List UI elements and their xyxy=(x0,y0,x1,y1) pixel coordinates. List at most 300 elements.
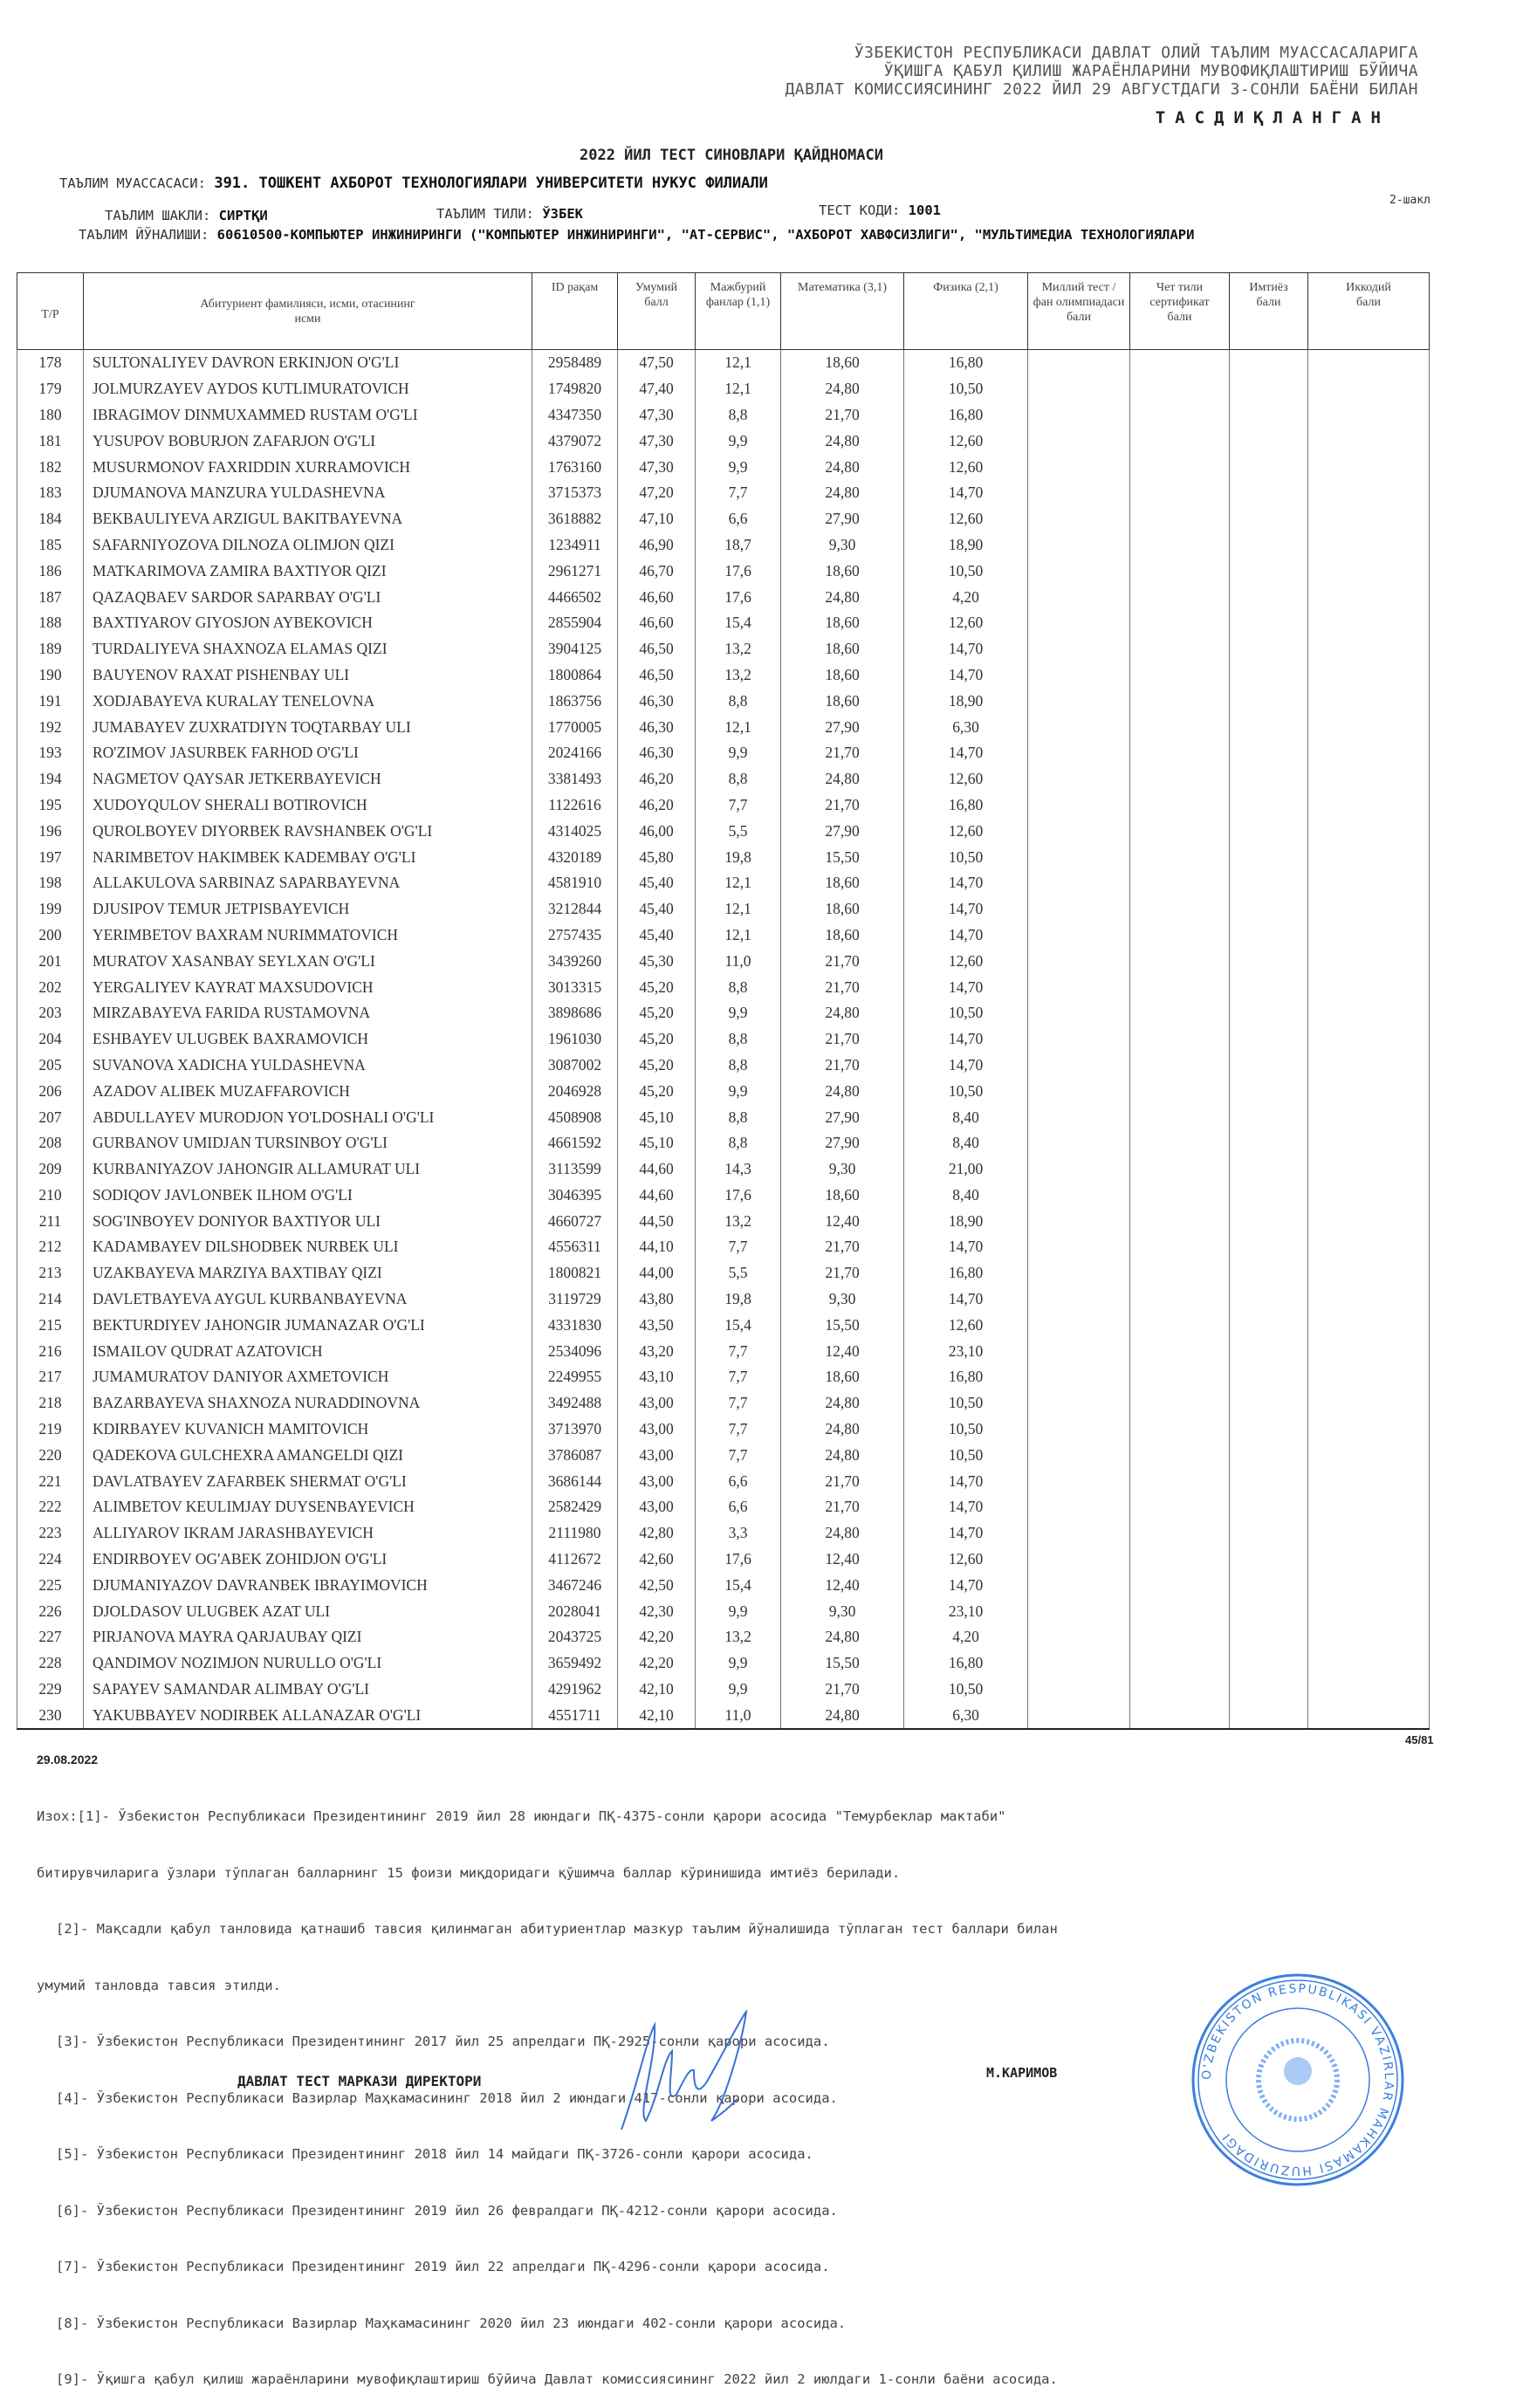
math-score: 24,80 xyxy=(781,1417,904,1443)
applicant-name: SUVANOVA XADICHA YULDASHEVNA xyxy=(84,1053,532,1079)
row-number: 227 xyxy=(17,1624,84,1650)
privilege-score xyxy=(1230,766,1308,792)
applicant-id: 3659492 xyxy=(532,1650,618,1677)
language-cert-score xyxy=(1130,584,1230,610)
language-cert-score xyxy=(1130,428,1230,454)
row-number: 187 xyxy=(17,584,84,610)
physics-score: 8,40 xyxy=(904,1104,1028,1130)
applicant-name: YERGALIYEV KAYRAT MAXSUDOVICH xyxy=(84,974,532,1000)
final-score xyxy=(1308,1417,1430,1443)
table-row xyxy=(17,1494,1430,1520)
row-number: 192 xyxy=(17,714,84,740)
applicant-name: BAUYENOV RAXAT PISHENBAY ULI xyxy=(84,662,532,689)
col-header-number: Т/Р xyxy=(17,273,84,350)
final-score xyxy=(1308,1183,1430,1209)
national-test-score xyxy=(1028,1468,1130,1494)
note-line: [3]- Ўзбекистон Республикаси Президентининг 2017 йил 25 апрелдаги ПҚ-2925-сонли қарори асосида. xyxy=(56,2034,830,2049)
mandatory-score: 19,8 xyxy=(696,844,781,870)
language-cert-score xyxy=(1130,948,1230,974)
national-test-score xyxy=(1028,1417,1130,1443)
math-score: 21,70 xyxy=(781,1677,904,1703)
national-test-score xyxy=(1028,923,1130,949)
total-score: 45,20 xyxy=(618,1026,696,1053)
final-score xyxy=(1308,688,1430,714)
table-row xyxy=(17,1547,1430,1573)
mandatory-score: 12,1 xyxy=(696,350,781,376)
row-number: 220 xyxy=(17,1442,84,1468)
language-cert-score xyxy=(1130,1053,1230,1079)
language-line xyxy=(436,206,583,222)
privilege-score xyxy=(1230,1624,1308,1650)
applicant-id: 4551711 xyxy=(532,1702,618,1729)
math-score: 18,60 xyxy=(781,636,904,662)
mandatory-score: 8,8 xyxy=(696,402,781,429)
row-number: 228 xyxy=(17,1650,84,1677)
privilege-score xyxy=(1230,1156,1308,1183)
table-row xyxy=(17,428,1430,454)
note-line: Изох:[1]- Ўзбекистон Республикаси Президентининг 2019 йил 28 июндаги ПҚ-4375-сонли қарори асосида "Темурбеклар мактаби" xyxy=(37,1808,1006,1824)
physics-score: 10,50 xyxy=(904,376,1028,402)
physics-score: 14,70 xyxy=(904,1234,1028,1260)
table-row xyxy=(17,714,1430,740)
total-score: 44,60 xyxy=(618,1156,696,1183)
total-score: 46,90 xyxy=(618,532,696,559)
national-test-score xyxy=(1028,766,1130,792)
applicant-id: 1800864 xyxy=(532,662,618,689)
language-cert-score xyxy=(1130,1598,1230,1624)
mandatory-score: 8,8 xyxy=(696,1026,781,1053)
physics-score: 6,30 xyxy=(904,714,1028,740)
privilege-score xyxy=(1230,662,1308,689)
national-test-score xyxy=(1028,740,1130,766)
language-cert-score xyxy=(1130,740,1230,766)
mandatory-score: 7,7 xyxy=(696,480,781,506)
row-number: 216 xyxy=(17,1338,84,1364)
privilege-score xyxy=(1230,1650,1308,1677)
row-number: 209 xyxy=(17,1156,84,1183)
applicant-id: 3439260 xyxy=(532,948,618,974)
language-cert-score xyxy=(1130,1677,1230,1703)
final-score xyxy=(1308,662,1430,689)
national-test-score xyxy=(1028,506,1130,532)
language-value: ЎЗБЕК xyxy=(542,206,583,222)
row-number: 223 xyxy=(17,1520,84,1547)
total-score: 44,50 xyxy=(618,1208,696,1234)
mandatory-score: 7,7 xyxy=(696,1338,781,1364)
total-score: 47,10 xyxy=(618,506,696,532)
total-score: 45,40 xyxy=(618,870,696,896)
math-score: 27,90 xyxy=(781,714,904,740)
row-number: 226 xyxy=(17,1598,84,1624)
applicant-id: 2855904 xyxy=(532,610,618,636)
table-row xyxy=(17,1364,1430,1390)
table-row xyxy=(17,610,1430,636)
national-test-score xyxy=(1028,844,1130,870)
language-cert-score xyxy=(1130,870,1230,896)
language-cert-score xyxy=(1130,792,1230,819)
applicant-name: BEKBAULIYEVA ARZIGUL BAKITBAYEVNA xyxy=(84,506,532,532)
language-cert-score xyxy=(1130,1364,1230,1390)
physics-score: 4,20 xyxy=(904,1624,1028,1650)
physics-score: 23,10 xyxy=(904,1598,1028,1624)
language-cert-score xyxy=(1130,1468,1230,1494)
table-row xyxy=(17,1338,1430,1364)
final-score xyxy=(1308,1364,1430,1390)
physics-score: 18,90 xyxy=(904,1208,1028,1234)
national-test-score xyxy=(1028,1183,1130,1209)
privilege-score xyxy=(1230,532,1308,559)
approval-line: ЎҚИШГА ҚАБУЛ ҚИЛИШ ЖАРАЁНЛАРИНИ МУВОФИҚЛАШТИРИШ БЎЙИЧА xyxy=(883,62,1418,80)
total-score: 47,40 xyxy=(618,376,696,402)
math-score: 24,80 xyxy=(781,1390,904,1417)
row-number: 217 xyxy=(17,1364,84,1390)
test-code-value: 1001 xyxy=(908,202,941,218)
physics-score: 14,70 xyxy=(904,636,1028,662)
mandatory-score: 13,2 xyxy=(696,1208,781,1234)
final-score xyxy=(1308,1624,1430,1650)
mandatory-score: 15,4 xyxy=(696,1572,781,1598)
national-test-score xyxy=(1028,792,1130,819)
table-row xyxy=(17,350,1430,376)
math-score: 24,80 xyxy=(781,1442,904,1468)
math-score: 12,40 xyxy=(781,1338,904,1364)
math-score: 15,50 xyxy=(781,1650,904,1677)
col-header-final: Иккодий бали xyxy=(1308,273,1430,350)
national-test-score xyxy=(1028,1494,1130,1520)
language-cert-score xyxy=(1130,688,1230,714)
table-row xyxy=(17,1183,1430,1209)
final-score xyxy=(1308,1650,1430,1677)
privilege-score xyxy=(1230,948,1308,974)
national-test-score xyxy=(1028,1078,1130,1104)
table-header-row xyxy=(17,273,1430,350)
final-score xyxy=(1308,1520,1430,1547)
physics-score: 14,70 xyxy=(904,923,1028,949)
applicant-id: 3119729 xyxy=(532,1286,618,1313)
approval-line: ЎЗБЕКИСТОН РЕСПУБЛИКАСИ ДАВЛАТ ОЛИЙ ТАЪЛИМ МУАССАСАЛАРИГА xyxy=(854,44,1418,62)
applicant-name: JUMABAYEV ZUXRATDIYN TOQTARBAY ULI xyxy=(84,714,532,740)
national-test-score xyxy=(1028,428,1130,454)
results-table xyxy=(17,272,1430,1730)
physics-score: 14,70 xyxy=(904,1520,1028,1547)
applicant-id: 3113599 xyxy=(532,1156,618,1183)
privilege-score xyxy=(1230,1677,1308,1703)
physics-score: 16,80 xyxy=(904,1364,1028,1390)
note-line: битирувчиларига ўзлари тўплаган балларнинг 15 фоизи миқдоридаги қўшимча баллар кўринишида имтиёз берилади. xyxy=(37,1864,901,1881)
language-cert-score xyxy=(1130,636,1230,662)
applicant-id: 2961271 xyxy=(532,558,618,584)
applicant-name: NAGMETOV QAYSAR JETKERBAYEVICH xyxy=(84,766,532,792)
row-number: 218 xyxy=(17,1390,84,1417)
privilege-score xyxy=(1230,1520,1308,1547)
final-score xyxy=(1308,1078,1430,1104)
total-score: 46,00 xyxy=(618,818,696,844)
applicant-name: RO'ZIMOV JASURBEK FARHOD O'G'LI xyxy=(84,740,532,766)
physics-score: 23,10 xyxy=(904,1338,1028,1364)
math-score: 21,70 xyxy=(781,974,904,1000)
final-score xyxy=(1308,1026,1430,1053)
applicant-name: QUROLBOYEV DIYORBEK RAVSHANBEK O'G'LI xyxy=(84,818,532,844)
applicant-id: 4331830 xyxy=(532,1312,618,1338)
final-score xyxy=(1308,1572,1430,1598)
applicant-id: 4660727 xyxy=(532,1208,618,1234)
row-number: 188 xyxy=(17,610,84,636)
math-score: 12,40 xyxy=(781,1572,904,1598)
table-row xyxy=(17,1026,1430,1053)
language-cert-score xyxy=(1130,1547,1230,1573)
mandatory-score: 11,0 xyxy=(696,1702,781,1729)
final-score xyxy=(1308,896,1430,923)
mandatory-score: 12,1 xyxy=(696,714,781,740)
privilege-score xyxy=(1230,818,1308,844)
applicant-name: TURDALIYEVA SHAXNOZA ELAMAS QIZI xyxy=(84,636,532,662)
language-cert-score xyxy=(1130,558,1230,584)
mandatory-score: 8,8 xyxy=(696,688,781,714)
privilege-score xyxy=(1230,1234,1308,1260)
svg-text:O'ZBEKISTON RESPUBLIKASI VAZIR: O'ZBEKISTON RESPUBLIKASI VAZIRLAR MAHKAMASI HUZURIDAGI xyxy=(1199,1981,1396,2178)
total-score: 46,60 xyxy=(618,610,696,636)
mandatory-score: 9,9 xyxy=(696,1078,781,1104)
mandatory-score: 9,9 xyxy=(696,1000,781,1026)
applicant-name: DAVLETBAYEVA AYGUL KURBANBAYEVNA xyxy=(84,1286,532,1313)
language-cert-score xyxy=(1130,896,1230,923)
privilege-score xyxy=(1230,454,1308,480)
table-row xyxy=(17,870,1430,896)
language-cert-score xyxy=(1130,1000,1230,1026)
national-test-score xyxy=(1028,454,1130,480)
mandatory-score: 9,9 xyxy=(696,428,781,454)
applicant-id: 3898686 xyxy=(532,1000,618,1026)
applicant-name: ISMAILOV QUDRAT AZATOVICH xyxy=(84,1338,532,1364)
applicant-id: 2534096 xyxy=(532,1338,618,1364)
row-number: 219 xyxy=(17,1417,84,1443)
mandatory-score: 19,8 xyxy=(696,1286,781,1313)
table-row xyxy=(17,636,1430,662)
physics-score: 10,50 xyxy=(904,1417,1028,1443)
final-score xyxy=(1308,1702,1430,1729)
final-score xyxy=(1308,1156,1430,1183)
total-score: 46,70 xyxy=(618,558,696,584)
applicant-name: DJOLDASOV ULUGBEK AZAT ULI xyxy=(84,1598,532,1624)
language-cert-score xyxy=(1130,480,1230,506)
applicant-id: 2028041 xyxy=(532,1598,618,1624)
applicant-id: 1770005 xyxy=(532,714,618,740)
applicant-id: 2757435 xyxy=(532,923,618,949)
math-score: 21,70 xyxy=(781,740,904,766)
total-score: 47,30 xyxy=(618,428,696,454)
language-cert-score xyxy=(1130,1286,1230,1313)
physics-score: 8,40 xyxy=(904,1130,1028,1156)
mandatory-score: 6,6 xyxy=(696,1494,781,1520)
privilege-score xyxy=(1230,1338,1308,1364)
physics-score: 14,70 xyxy=(904,480,1028,506)
final-score xyxy=(1308,428,1430,454)
total-score: 44,00 xyxy=(618,1260,696,1286)
applicant-id: 2043725 xyxy=(532,1624,618,1650)
row-number: 213 xyxy=(17,1260,84,1286)
applicant-name: KURBANIYAZOV JAHONGIR ALLAMURAT ULI xyxy=(84,1156,532,1183)
language-cert-score xyxy=(1130,1183,1230,1209)
applicant-id: 3715373 xyxy=(532,480,618,506)
applicant-id: 4320189 xyxy=(532,844,618,870)
final-score xyxy=(1308,584,1430,610)
approved-label: ТАСДИҚЛАНГАН xyxy=(1155,108,1390,127)
mandatory-score: 8,8 xyxy=(696,974,781,1000)
applicant-id: 4508908 xyxy=(532,1104,618,1130)
row-number: 225 xyxy=(17,1572,84,1598)
note-line: [4]- Ўзбекистон Республикаси Вазирлар Маҳкамасининг 2018 йил 2 июндаги 417-сонли қарори асосида. xyxy=(56,2089,838,2106)
language-cert-score xyxy=(1130,610,1230,636)
math-score: 27,90 xyxy=(781,1130,904,1156)
col-header-name: Абитуриент фамилияси, исми, отасининг исми xyxy=(84,273,532,350)
total-score: 44,10 xyxy=(618,1234,696,1260)
institution-value: 391. ТОШКЕНТ АХБОРОТ ТЕХНОЛОГИЯЛАРИ УНИВЕРСИТЕТИ НУКУС ФИЛИАЛИ xyxy=(214,175,768,192)
national-test-score xyxy=(1028,714,1130,740)
mandatory-score: 14,3 xyxy=(696,1156,781,1183)
applicant-name: DJUSIPOV TEMUR JETPISBAYEVICH xyxy=(84,896,532,923)
privilege-score xyxy=(1230,896,1308,923)
national-test-score xyxy=(1028,402,1130,429)
table-row xyxy=(17,974,1430,1000)
final-score xyxy=(1308,1677,1430,1703)
privilege-score xyxy=(1230,1053,1308,1079)
applicant-name: SAFARNIYOZOVA DILNOZA OLIMJON QIZI xyxy=(84,532,532,559)
math-score: 12,40 xyxy=(781,1208,904,1234)
table-row xyxy=(17,1234,1430,1260)
row-number: 211 xyxy=(17,1208,84,1234)
math-score: 27,90 xyxy=(781,818,904,844)
total-score: 42,60 xyxy=(618,1547,696,1573)
national-test-score xyxy=(1028,1547,1130,1573)
final-score xyxy=(1308,1260,1430,1286)
document-date: 29.08.2022 xyxy=(37,1753,99,1767)
language-cert-score xyxy=(1130,818,1230,844)
final-score xyxy=(1308,1442,1430,1468)
math-score: 9,30 xyxy=(781,1156,904,1183)
mandatory-score: 9,9 xyxy=(696,740,781,766)
mandatory-score: 6,6 xyxy=(696,1468,781,1494)
mandatory-score: 7,7 xyxy=(696,792,781,819)
table-row xyxy=(17,376,1430,402)
national-test-score xyxy=(1028,1598,1130,1624)
applicant-name: XUDOYQULOV SHERALI BOTIROVICH xyxy=(84,792,532,819)
mandatory-score: 12,1 xyxy=(696,896,781,923)
col-header-mandatory: Мажбурий фанлар (1,1) xyxy=(696,273,781,350)
table-body xyxy=(17,350,1430,1730)
row-number: 186 xyxy=(17,558,84,584)
applicant-id: 1749820 xyxy=(532,376,618,402)
privilege-score xyxy=(1230,1130,1308,1156)
language-cert-score xyxy=(1130,532,1230,559)
math-score: 18,60 xyxy=(781,923,904,949)
national-test-score xyxy=(1028,1338,1130,1364)
row-number: 224 xyxy=(17,1547,84,1573)
row-number: 184 xyxy=(17,506,84,532)
national-test-score xyxy=(1028,974,1130,1000)
total-score: 42,20 xyxy=(618,1624,696,1650)
privilege-score xyxy=(1230,1000,1308,1026)
physics-score: 14,70 xyxy=(904,662,1028,689)
row-number: 208 xyxy=(17,1130,84,1156)
row-number: 195 xyxy=(17,792,84,819)
mandatory-score: 8,8 xyxy=(696,1130,781,1156)
national-test-score xyxy=(1028,1104,1130,1130)
final-score xyxy=(1308,376,1430,402)
total-score: 46,60 xyxy=(618,584,696,610)
total-score: 43,00 xyxy=(618,1390,696,1417)
applicant-id: 1863756 xyxy=(532,688,618,714)
row-number: 179 xyxy=(17,376,84,402)
total-score: 47,30 xyxy=(618,454,696,480)
total-score: 46,20 xyxy=(618,792,696,819)
final-score xyxy=(1308,350,1430,376)
national-test-score xyxy=(1028,1130,1130,1156)
mandatory-score: 13,2 xyxy=(696,1624,781,1650)
physics-score: 10,50 xyxy=(904,844,1028,870)
table-row xyxy=(17,923,1430,949)
language-cert-score xyxy=(1130,1494,1230,1520)
privilege-score xyxy=(1230,923,1308,949)
language-label: ТАЪЛИМ ТИЛИ: xyxy=(436,206,534,222)
physics-score: 12,60 xyxy=(904,454,1028,480)
total-score: 45,20 xyxy=(618,1053,696,1079)
applicant-id: 4112672 xyxy=(532,1547,618,1573)
national-test-score xyxy=(1028,584,1130,610)
final-score xyxy=(1308,1234,1430,1260)
total-score: 43,00 xyxy=(618,1494,696,1520)
physics-score: 14,70 xyxy=(904,740,1028,766)
privilege-score xyxy=(1230,1078,1308,1104)
mandatory-score: 7,7 xyxy=(696,1364,781,1390)
physics-score: 12,60 xyxy=(904,766,1028,792)
final-score xyxy=(1308,948,1430,974)
applicant-name: YUSUPOV BOBURJON ZAFARJON O'G'LI xyxy=(84,428,532,454)
physics-score: 4,20 xyxy=(904,584,1028,610)
applicant-name: YAKUBBAYEV NODIRBEK ALLANAZAR O'G'LI xyxy=(84,1702,532,1729)
privilege-score xyxy=(1230,428,1308,454)
final-score xyxy=(1308,1000,1430,1026)
privilege-score xyxy=(1230,1104,1308,1130)
note-line: [7]- Ўзбекистон Республикаси Президентининг 2019 йил 22 апрелдаги ПҚ-4296-сонли қарори асосида. xyxy=(56,2259,830,2274)
language-cert-score xyxy=(1130,402,1230,429)
national-test-score xyxy=(1028,1026,1130,1053)
mandatory-score: 11,0 xyxy=(696,948,781,974)
applicant-name: QAZAQBAEV SARDOR SAPARBAY O'G'LI xyxy=(84,584,532,610)
applicant-name: UZAKBAYEVA MARZIYA BAXTIBAY QIZI xyxy=(84,1260,532,1286)
director-title: ДАВЛАТ ТЕСТ МАРКАЗИ ДИРЕКТОРИ xyxy=(237,2073,482,2089)
applicant-id: 1234911 xyxy=(532,532,618,559)
applicant-id: 2024166 xyxy=(532,740,618,766)
language-cert-score xyxy=(1130,376,1230,402)
physics-score: 10,50 xyxy=(904,1442,1028,1468)
language-cert-score xyxy=(1130,1260,1230,1286)
col-header-total: Умумий балл xyxy=(618,273,696,350)
table-row xyxy=(17,740,1430,766)
final-score xyxy=(1308,1053,1430,1079)
physics-score: 12,60 xyxy=(904,1312,1028,1338)
applicant-id: 3013315 xyxy=(532,974,618,1000)
mandatory-score: 13,2 xyxy=(696,636,781,662)
language-cert-score xyxy=(1130,506,1230,532)
row-number: 182 xyxy=(17,454,84,480)
test-code-label: ТЕСТ КОДИ: xyxy=(819,202,901,218)
table-row xyxy=(17,1260,1430,1286)
physics-score: 16,80 xyxy=(904,1650,1028,1677)
notes-block xyxy=(37,1770,1058,2408)
total-score: 42,10 xyxy=(618,1677,696,1703)
language-cert-score xyxy=(1130,1104,1230,1130)
institution-line xyxy=(59,175,768,192)
